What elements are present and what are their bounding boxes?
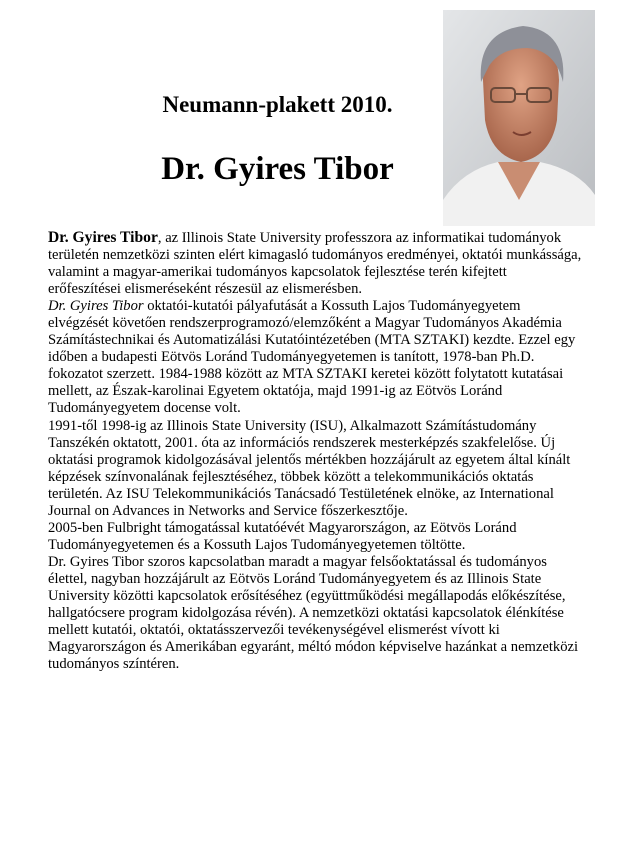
- bio-career-text: oktatói-kutatói pályafutását a Kossuth Lajos Tudományegyetem elvégzését követően rendszerprogramozó/elemzőként a Magyar Tudományos Akadémia Számítástechnikai és Automatizálási Kutatóintézetében (MTA SZTAKI) kezdte. Ezzel egy időben a budapesti Eötvös Loránd Tudományegyetemen is tanított, 1978-ban Ph.D. fokozatot szerzett. 1984-1988 között az MTA SZTAKI keretei között folytatott kutatásai mellett, az Észak-karolinai Egyetem oktatója, majd 1991-ig az Eötvös Loránd Tudományegyetem docense volt.: [48, 298, 576, 417]
- portrait-photo-icon: [443, 10, 595, 226]
- bio-intro-name: Dr. Gyires Tibor: [48, 229, 158, 246]
- bio-paragraph-fulbright: 2005-ben Fulbright támogatással kutatóévét Magyarországon, az Eötvös Loránd Tudományegyetemen és a Kossuth Lajos Tudományegyetemen töltötte.: [48, 519, 517, 553]
- biography-text: [48, 229, 583, 673]
- bio-paragraph-career: [48, 298, 583, 417]
- bio-paragraph-relations: Dr. Gyires Tibor szoros kapcsolatban maradt a magyar felsőoktatással és tudományos élettel, nagyban hozzájárult az Eötvös Loránd Tudományegyetem és az Illinois State University közötti kapcsolatok erősítéséhez (együttműködési megállapodás előkészítése, hallgatócsere program kidolgozása révén). A nemzetközi oktatási kapcsolatok élénkítése mellett kutatói, oktatói, oktatásszervezői tevékenységével elismerést vívott ki Magyarországon és Amerikában egyaránt, méltó módon képviselve hazánkat a nemzetközi tudományos színtéren.: [48, 553, 579, 673]
- bio-career-name: Dr. Gyires Tibor: [48, 298, 144, 315]
- bio-paragraph-isu: 1991-től 1998-ig az Illinois State University (ISU), Alkalmazott Számítástudomány Tanszékén oktatott, 2001. óta az információs rendszerek mesterképzés szakfelelőse. Új oktatási programok kidolgozásával jelentős mértékben hozzájárult az egyetem által kínált képzések színvonalának fejlesztéséhez, többek között a telekommunikációs oktatás területén. Az ISU Telekommunikációs Tanácsadó Testületének elnöke, az International Journal on Advances in Networks and Service főszerkesztője.: [48, 417, 571, 519]
- laureate-name: Dr. Gyires Tibor: [161, 151, 394, 187]
- award-title: Neumann-plakett 2010.: [162, 92, 393, 117]
- bio-paragraph-intro: [48, 229, 583, 298]
- bio-intro-text: , az Illinois State University professzora az informatikai tudományok területén nemzetközi szinten elért kimagasló tudományos eredményei, oktatói munkássága, valamint a magyar-amerikai tudományos kapcsolatok fejlesztése terén kifejtett erőfeszítései elismeréseként részesül az elismerésben.: [48, 230, 582, 298]
